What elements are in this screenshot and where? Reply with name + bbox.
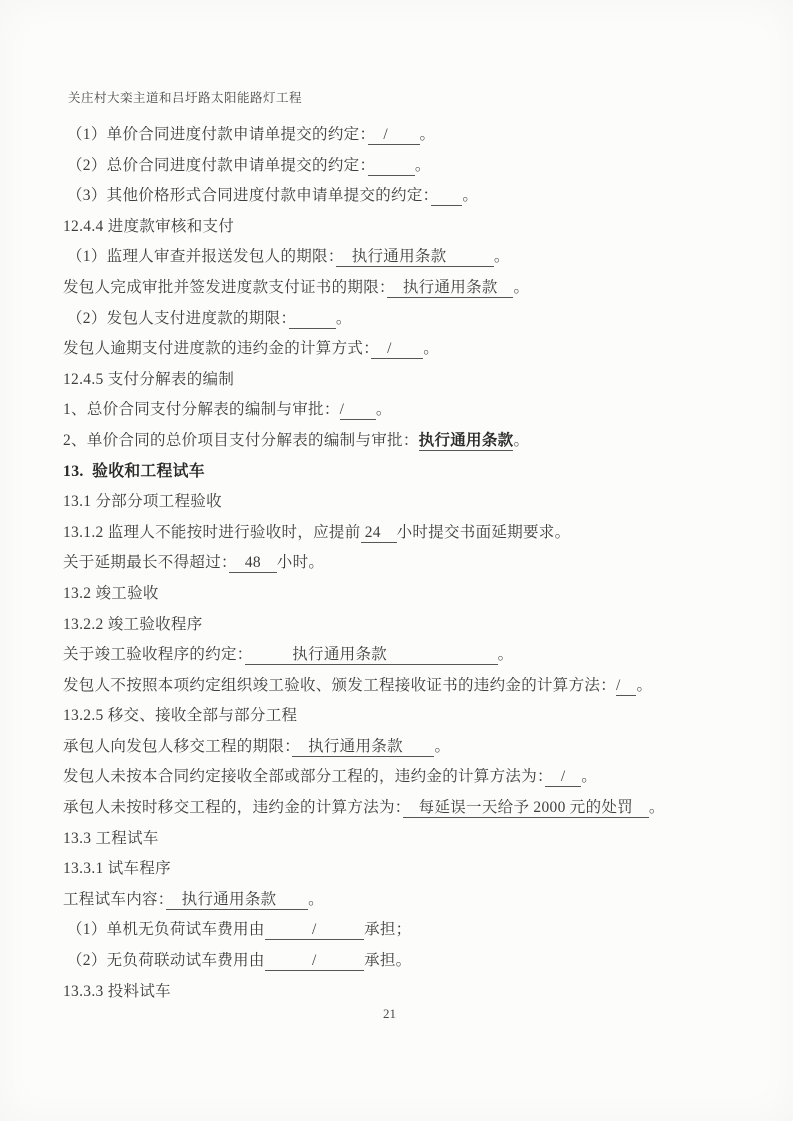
document-line [63, 273, 737, 304]
text-segment: 。 [636, 676, 653, 694]
document-line [63, 824, 737, 855]
document-line [63, 426, 737, 457]
document-header-project-title: 关庄村大栾主道和吕圩路太阳能路灯工程 [68, 91, 303, 105]
text-segment: 13.3 工程试车 [63, 829, 159, 847]
text-segment: 。 [513, 431, 530, 449]
document-line [63, 334, 737, 365]
text-segment: 执行通用条款 [165, 890, 309, 908]
text-segment: 1、总价合同支付分解表的编制与审批： [63, 401, 340, 419]
document-line [63, 977, 737, 1008]
text-segment: 每延误一天给予 2000 元的处罚 [402, 799, 649, 817]
document-line [63, 304, 737, 335]
text-segment: 承包人向发包人移交工程的期限： [63, 737, 293, 755]
blank-field: / [545, 768, 582, 786]
text-segment: （2）无负荷联动试车费用由 [67, 952, 265, 970]
document-line [63, 395, 737, 426]
document-line [63, 181, 737, 212]
text-segment: 。 [648, 799, 665, 817]
text-segment: 13.3.3 投料试车 [63, 982, 171, 1000]
blank-field: / [371, 340, 424, 358]
page-number: 21 [383, 1006, 396, 1021]
text-segment: 小时。 [276, 554, 325, 572]
text-segment: （2）发包人支付进度款的期限： [67, 309, 289, 327]
text-segment: 。 [308, 890, 324, 908]
text-segment: 12.4.5 支付分解表的编制 [63, 370, 235, 388]
document-line [63, 151, 737, 182]
document-line [63, 671, 737, 702]
text-segment: 。 [375, 401, 392, 419]
text-segment: 执行通用条款 [418, 431, 514, 449]
document-line [63, 457, 737, 488]
text-segment: 承担； [364, 921, 412, 939]
text-segment: 。 [513, 278, 530, 296]
document-line [63, 762, 737, 793]
text-segment: 关于竣工验收程序的约定： [63, 646, 245, 664]
document-line [63, 212, 737, 243]
document-line [63, 518, 737, 549]
text-segment: 。 [414, 156, 431, 174]
text-segment: （2）总价合同进度付款申请单提交的约定： [67, 156, 368, 174]
blank-field [368, 157, 415, 176]
text-segment: 执行通用条款 [387, 278, 514, 296]
blank-field: / [264, 921, 365, 939]
text-segment: 13.2.5 移交、接收全部与部分工程 [63, 707, 298, 725]
text-segment: 执行通用条款 [335, 248, 494, 266]
text-segment: 13.1 分部分项工程验收 [63, 493, 222, 511]
document-line [63, 701, 737, 732]
text-segment: 13.1.2 监理人不能按时进行验收时，应提前 [63, 523, 361, 541]
text-segment: 工程试车内容： [63, 890, 166, 908]
text-segment: 执行通用条款 [292, 737, 435, 755]
text-segment: （1）单机无负荷试车费用由 [67, 921, 265, 939]
text-segment: 48 [229, 554, 277, 572]
document-line [63, 885, 737, 916]
document-line [63, 915, 737, 946]
document-line [63, 548, 737, 579]
text-segment: 关于延期最长不得超过： [63, 554, 230, 572]
text-segment: 。 [419, 126, 436, 143]
text-segment: 2、单价合同的总价项目支付分解表的编制与审批： [63, 431, 419, 449]
document-line [63, 610, 737, 641]
document-line [63, 854, 737, 885]
text-segment: 13.2.2 竣工验收程序 [63, 615, 203, 633]
document-body [63, 120, 737, 1007]
document-line [63, 946, 737, 977]
text-segment: （1）单价合同进度付款申请单提交的约定： [67, 126, 368, 143]
text-segment: 承担。 [364, 952, 412, 970]
text-segment: 承包人未按时移交工程的，违约金的计算方法为： [63, 799, 403, 817]
text-segment: 。 [493, 248, 510, 266]
text-segment: 24 [360, 523, 397, 541]
blank-field [431, 187, 463, 206]
text-segment: 13. 验收和工程试车 [63, 462, 205, 480]
document-line [63, 732, 737, 763]
text-segment: 13.3.1 试车程序 [63, 860, 171, 878]
text-segment: （3）其他价格形式合同进度付款申请单提交的约定： [67, 187, 431, 205]
document-line [63, 365, 737, 396]
text-segment: 。 [434, 737, 451, 755]
text-segment: 发包人不按照本项约定组织竣工验收、颁发工程接收证书的违约金的计算方法： [63, 676, 617, 694]
text-segment: 执行通用条款 [244, 646, 498, 664]
blank-field: / [367, 126, 420, 143]
text-segment: 发包人逾期支付进度款的违约金的计算方式： [63, 340, 372, 358]
text-segment: 。 [497, 646, 514, 664]
blank-field: / [616, 676, 637, 694]
blank-field: / [264, 952, 365, 970]
text-segment: 。 [423, 340, 440, 358]
text-segment: 12.4.4 进度款审核和支付 [63, 217, 235, 235]
document-line [63, 640, 737, 671]
blank-field [289, 310, 336, 329]
document-line [63, 793, 737, 824]
text-segment: 。 [581, 768, 598, 786]
document-line [63, 487, 737, 518]
document-line [63, 120, 737, 151]
text-segment: （1）监理人审查并报送发包人的期限： [67, 248, 336, 266]
text-segment: 13.2 竣工验收 [63, 584, 159, 602]
blank-field: / [339, 401, 376, 419]
document-line [63, 242, 737, 273]
text-segment: 发包人完成审批并签发进度款支付证书的期限： [63, 278, 388, 296]
text-segment: 。 [335, 309, 352, 327]
text-segment: 小时提交书面延期要求。 [396, 523, 571, 541]
text-segment: 发包人未按本合同约定接收全部或部分工程的，违约金的计算方法为： [63, 768, 546, 786]
document-line [63, 579, 737, 610]
text-segment: 。 [462, 187, 479, 205]
